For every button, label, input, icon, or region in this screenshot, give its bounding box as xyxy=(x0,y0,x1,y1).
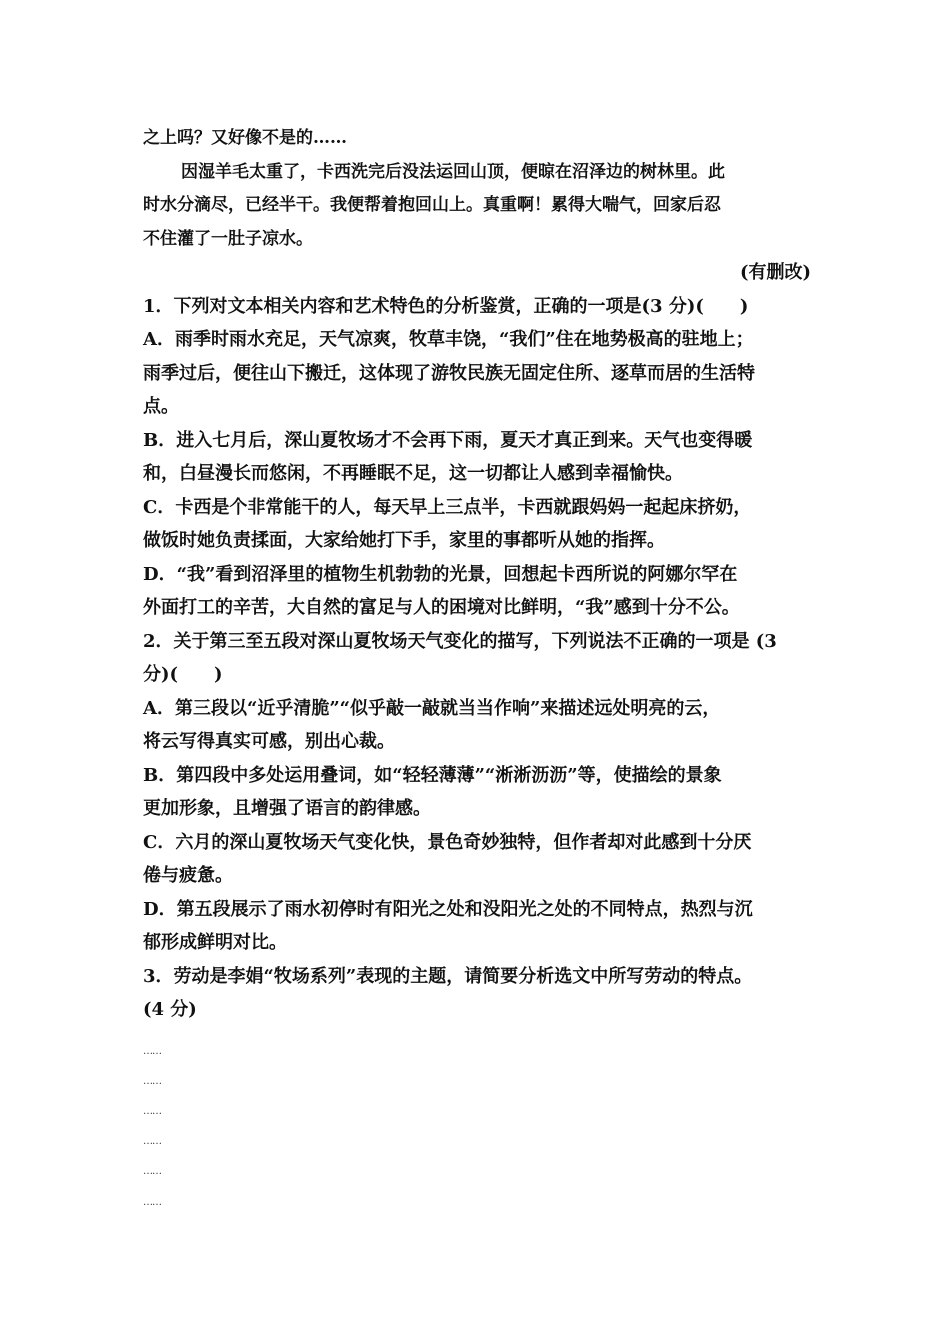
option-d: D．第五段展示了雨水初停时有阳光之处和没阳光之处的不同特点，热烈与沉 xyxy=(143,898,753,920)
option-b: B．第四段中多处运用叠词，如“轻轻薄薄”“淅淅沥沥”等，使描绘的景象 xyxy=(143,764,722,786)
answer-line: …… xyxy=(143,1196,161,1208)
answer-area xyxy=(143,1037,811,1218)
option-a: 雨季过后，便往山下搬迁，这体现了游牧民族无固定住所、逐草而居的生活特 xyxy=(143,362,755,384)
passage-line: 时水分滴尽，已经半干。我便帮着抱回山上。真重啊！累得大喘气，回家后忍 xyxy=(143,195,721,215)
option-c: 做饭时她负责揉面，大家给她打下手，家里的事都听从她的指挥。 xyxy=(143,530,665,551)
reading-passage xyxy=(143,122,811,290)
answer-line: …… xyxy=(143,1045,161,1057)
question-stem: 3．劳动是李娟“牧场系列”表现的主题，请简要分析选文中所写劳动的特点。 xyxy=(143,965,753,987)
option-b: 和，白昼漫长而悠闲，不再睡眠不足，这一切都让人感到幸福愉快。 xyxy=(143,463,683,484)
question-2 xyxy=(143,625,811,960)
document-page xyxy=(143,122,811,1218)
answer-line: …… xyxy=(143,1105,161,1117)
passage-line: 因湿羊毛太重了，卡西洗完后没法运回山顶，便晾在沼泽边的树林里。此 xyxy=(181,161,725,182)
answer-line: …… xyxy=(143,1075,161,1087)
option-a: A．第三段以“近乎清脆”“似乎敲一敲就当当作响”来描述远处明亮的云， xyxy=(143,697,721,719)
option-a: 将云写得真实可感，别出心裁。 xyxy=(143,731,395,752)
source-note: (有删改) xyxy=(739,262,811,283)
answer-line: …… xyxy=(143,1136,161,1148)
option-c: C．卡西是个非常能干的人，每天早上三点半，卡西就跟妈妈一起起床挤奶， xyxy=(143,496,752,518)
question-stem: (4 分) xyxy=(143,999,197,1020)
option-b: 更加形象，且增强了语言的韵律感。 xyxy=(143,798,431,819)
answer-line: …… xyxy=(143,1166,161,1178)
question-3 xyxy=(143,960,811,1027)
option-d: D．“我”看到沼泽里的植物生机勃勃的光景，回想起卡西所说的阿娜尔罕在 xyxy=(143,563,738,585)
option-d: 外面打工的辛苦，大自然的富足与人的困境对比鲜明，“我”感到十分不公。 xyxy=(143,597,740,618)
option-c: 倦与疲惫。 xyxy=(143,865,233,886)
option-c: C．六月的深山夏牧场天气变化快，景色奇妙独特，但作者却对此感到十分厌 xyxy=(143,831,752,853)
question-1 xyxy=(143,290,811,625)
passage-line: 不住灌了一肚子凉水。 xyxy=(143,228,313,249)
option-b: B．进入七月后，深山夏牧场才不会再下雨，夏天才真正到来。天气也变得暖 xyxy=(143,429,753,451)
option-a: A．雨季时雨水充足，天气凉爽，牧草丰饶，“我们”住在地势极高的驻地上； xyxy=(143,329,754,350)
question-stem: 分)( ) xyxy=(143,664,223,685)
question-stem: 1．下列对文本相关内容和艺术特色的分析鉴赏，正确的一项是(3 分)( ) xyxy=(143,295,749,317)
option-d: 郁形成鲜明对比。 xyxy=(143,932,287,953)
question-stem: 2．关于第三至五段对深山夏牧场天气变化的描写，下列说法不正确的一项是 (3 xyxy=(143,630,777,652)
option-a: 点。 xyxy=(143,396,179,417)
passage-line: 之上吗？又好像不是的…… xyxy=(143,128,347,148)
